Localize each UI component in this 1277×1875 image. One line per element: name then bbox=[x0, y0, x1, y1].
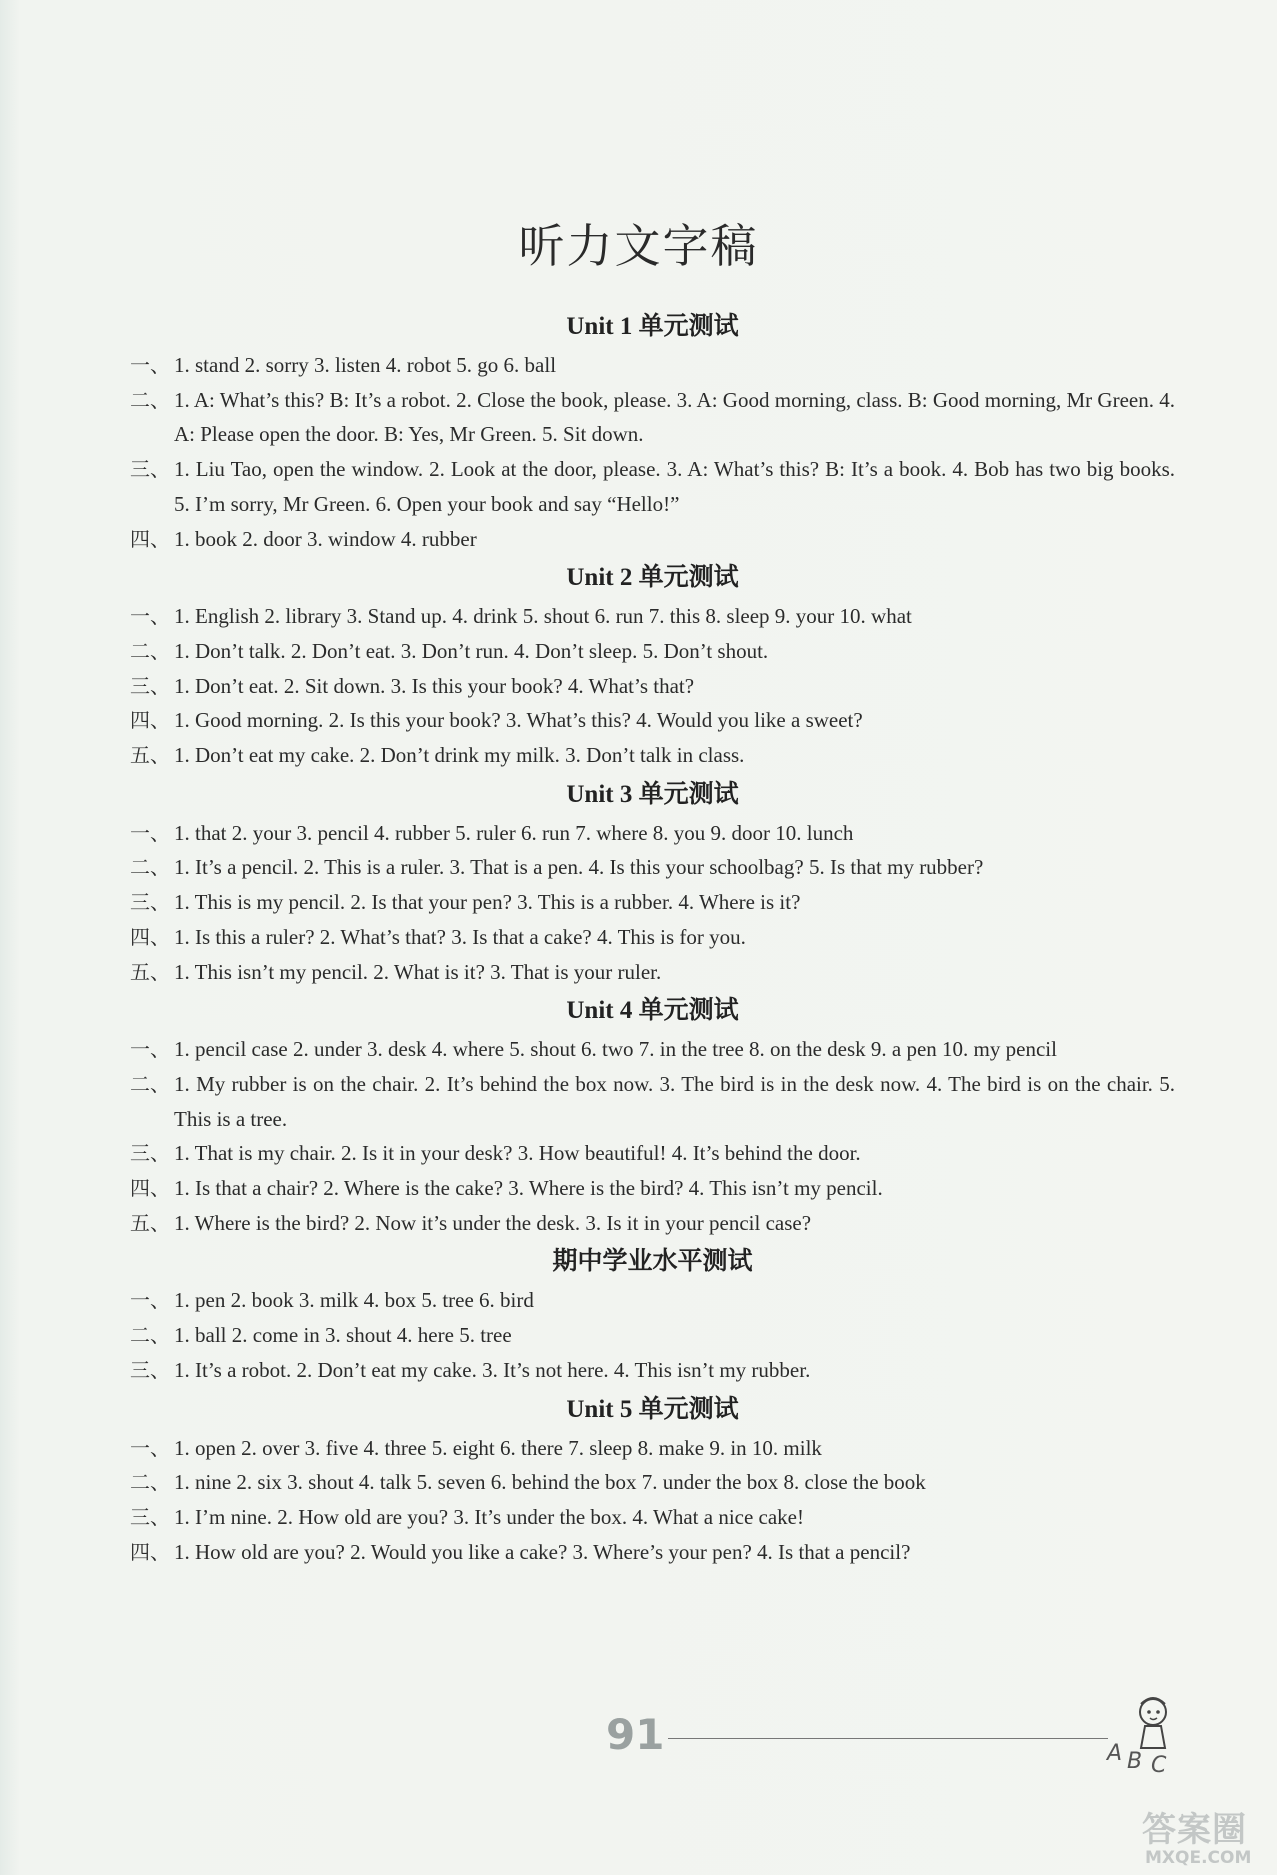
answer-row bbox=[130, 1032, 1175, 1067]
question-number: 三、 bbox=[130, 1504, 170, 1529]
answer-row bbox=[130, 348, 1175, 383]
answer-row bbox=[130, 1136, 1175, 1171]
answer-row bbox=[130, 816, 1175, 851]
answer-row bbox=[130, 634, 1175, 669]
question-number: 一、 bbox=[130, 820, 170, 845]
abc-mascot-icon bbox=[1105, 1690, 1180, 1775]
answer-text: 1. A: What’s this? B: It’s a robot. 2. Close the book, please. 3. A: Good morning, class. B: Good morning, Mr Green. 4. A: Please open the door. B: Yes, Mr Green. 5. Sit down. bbox=[174, 387, 1175, 447]
question-number: 二、 bbox=[130, 387, 170, 412]
question-number: 二、 bbox=[130, 1323, 170, 1348]
answer-text: 1. Is that a chair? 2. Where is the cake? 3. Where is the bird? 4. This isn’t my pencil. bbox=[174, 1176, 883, 1201]
question-number: 一、 bbox=[130, 353, 170, 377]
answer-row bbox=[130, 885, 1175, 920]
question-number: 四、 bbox=[130, 1176, 170, 1201]
answer-row bbox=[130, 1171, 1175, 1206]
answer-row bbox=[130, 920, 1175, 955]
watermark-url: MXQE.COM bbox=[1145, 1848, 1252, 1868]
answer-text: 1. Where is the bird? 2. Now it’s under the desk. 3. Is it in your pencil case? bbox=[174, 1210, 812, 1235]
question-number: 四、 bbox=[130, 708, 170, 733]
answer-text: 1. Good morning. 2. Is this your book? 3. What’s this? 4. Would you like a sweet? bbox=[174, 708, 863, 733]
answer-text: 1. It’s a robot. 2. Don’t eat my cake. 3. It’s not here. 4. This isn’t my rubber. bbox=[174, 1357, 811, 1382]
answer-row bbox=[130, 1431, 1175, 1466]
answer-row bbox=[130, 1500, 1175, 1535]
answer-text: 1. Liu Tao, open the window. 2. Look at the door, please. 3. A: What’s this? B: It’s a book. 4. Bob has two big books. 5. I’m sorry, Mr Green. 6. Open your book and say “Hello!” bbox=[174, 457, 1175, 516]
section-title: Unit 3 单元测试 bbox=[566, 780, 739, 808]
answer-row bbox=[130, 1067, 1175, 1136]
answer-text: 1. This isn’t my pencil. 2. What is it? 3. That is your ruler. bbox=[174, 959, 662, 984]
answer-text: 1. My rubber is on the chair. 2. It’s behind the box now. 3. The bird is in the desk now. 4. The bird is on the chair. 5. This is a tree. bbox=[174, 1071, 1175, 1131]
question-number: 一、 bbox=[130, 1037, 170, 1062]
answer-text: 1. pencil case 2. under 3. desk 4. where 5. shout 6. two 7. in the tree 8. on the desk 9. a pen 10. my pencil bbox=[174, 1037, 1057, 1062]
question-number: 五、 bbox=[130, 959, 170, 984]
question-number: 四、 bbox=[130, 924, 170, 949]
answer-text: 1. Don’t eat. 2. Sit down. 3. Is this your book? 4. What’s that? bbox=[174, 673, 695, 698]
section-title: 期中学业水平测试 bbox=[552, 1248, 753, 1276]
answer-content bbox=[130, 305, 1175, 1569]
question-number: 三、 bbox=[130, 890, 170, 915]
answer-row bbox=[130, 452, 1175, 521]
answer-row bbox=[130, 1353, 1175, 1388]
question-number: 一、 bbox=[130, 604, 170, 629]
section-title: Unit 5 单元测试 bbox=[566, 1395, 739, 1423]
question-number: 三、 bbox=[130, 673, 170, 698]
answer-row bbox=[130, 703, 1175, 738]
section-title: Unit 4 单元测试 bbox=[566, 997, 739, 1025]
question-number: 四、 bbox=[130, 526, 170, 551]
answer-row bbox=[130, 669, 1175, 704]
answer-text: 1. Don’t talk. 2. Don’t eat. 3. Don’t run. 4. Don’t sleep. 5. Don’t shout. bbox=[174, 638, 769, 663]
answer-text: 1. It’s a pencil. 2. This is a ruler. 3. That is a pen. 4. Is this your schoolbag? 5. Is that my rubber? bbox=[174, 855, 984, 880]
answer-row bbox=[130, 1535, 1175, 1570]
question-number: 一、 bbox=[130, 1288, 170, 1313]
page-title: 听力文字稿 bbox=[518, 219, 759, 273]
answer-row bbox=[130, 738, 1175, 773]
question-number: 二、 bbox=[130, 1470, 170, 1495]
answer-text: 1. pen 2. book 3. milk 4. box 5. tree 6. bird bbox=[174, 1288, 534, 1313]
answer-text: 1. open 2. over 3. five 4. three 5. eight 6. there 7. sleep 8. make 9. in 10. milk bbox=[174, 1435, 822, 1460]
question-number: 三、 bbox=[130, 1357, 170, 1382]
answer-text: 1. that 2. your 3. pencil 4. rubber 5. ruler 6. run 7. where 8. you 9. door 10. lunch bbox=[174, 820, 854, 845]
answer-text: 1. English 2. library 3. Stand up. 4. drink 5. shout 6. run 7. this 8. sleep 9. your 10. what bbox=[174, 604, 912, 629]
question-number: 五、 bbox=[130, 1210, 170, 1235]
answer-row bbox=[130, 1283, 1175, 1318]
answer-row bbox=[130, 383, 1175, 452]
question-number: 一、 bbox=[130, 1435, 170, 1460]
answer-text: 1. stand 2. sorry 3. listen 4. robot 5. go 6. ball bbox=[174, 353, 557, 377]
answer-row bbox=[130, 1318, 1175, 1353]
question-number: 三、 bbox=[130, 457, 170, 482]
question-number: 五、 bbox=[130, 743, 170, 768]
answer-text: 1. Don’t eat my cake. 2. Don’t drink my milk. 3. Don’t talk in class. bbox=[174, 743, 745, 768]
answer-row bbox=[130, 522, 1175, 557]
answer-text: 1. That is my chair. 2. Is it in your desk? 3. How beautiful! 4. It’s behind the door. bbox=[174, 1141, 861, 1166]
svg-text:B: B bbox=[1127, 1749, 1143, 1774]
answer-row bbox=[130, 955, 1175, 990]
question-number: 二、 bbox=[130, 638, 170, 663]
answer-text: 1. This is my pencil. 2. Is that your pen? 3. This is a rubber. 4. Where is it? bbox=[174, 890, 801, 915]
footer-divider bbox=[668, 1738, 1108, 1739]
page-number: 91 bbox=[606, 1710, 665, 1759]
answer-row bbox=[130, 1206, 1175, 1241]
answer-row bbox=[130, 850, 1175, 885]
answer-row bbox=[130, 599, 1175, 634]
question-number: 二、 bbox=[130, 855, 170, 880]
answer-text: 1. I’m nine. 2. How old are you? 3. It’s under the box. 4. What a nice cake! bbox=[174, 1504, 804, 1529]
section-title: Unit 1 单元测试 bbox=[566, 313, 739, 340]
svg-text:A: A bbox=[1107, 1741, 1123, 1766]
question-number: 二、 bbox=[130, 1071, 170, 1096]
answer-text: 1. Is this a ruler? 2. What’s that? 3. Is that a cake? 4. This is for you. bbox=[174, 924, 746, 949]
section-title: Unit 2 单元测试 bbox=[566, 564, 739, 592]
answer-text: 1. ball 2. come in 3. shout 4. here 5. tree bbox=[174, 1323, 512, 1348]
answer-text: 1. nine 2. six 3. shout 4. talk 5. seven 6. behind the box 7. under the box 8. close the book bbox=[174, 1470, 926, 1495]
question-number: 四、 bbox=[130, 1539, 170, 1564]
question-number: 三、 bbox=[130, 1141, 170, 1166]
answer-text: 1. book 2. door 3. window 4. rubber bbox=[174, 526, 477, 551]
answer-text: 1. How old are you? 2. Would you like a cake? 3. Where’s your pen? 4. Is that a pencil? bbox=[174, 1539, 911, 1564]
answer-row bbox=[130, 1465, 1175, 1500]
svg-text:C: C bbox=[1151, 1753, 1167, 1775]
watermark-logo: 答案圈 bbox=[1142, 1810, 1247, 1850]
